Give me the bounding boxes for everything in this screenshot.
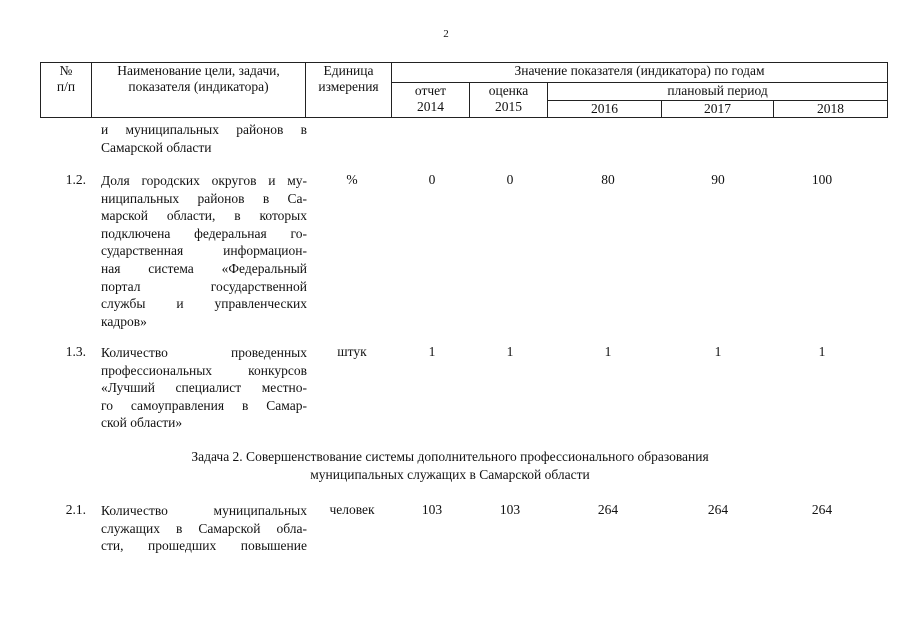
value-cell: 80	[601, 172, 615, 187]
header-plan-year: 2017	[662, 101, 774, 118]
task-heading	[100, 448, 800, 483]
row-number: 1.2.	[65, 172, 86, 187]
header-number-cell	[41, 63, 92, 118]
header-plan-year: 2016	[548, 101, 662, 118]
header-name-label: Наименование цели, задачи,	[117, 63, 280, 78]
header-name-sublabel: показателя (индикатора)	[128, 79, 269, 94]
indicator-name-line: ской области»	[101, 415, 183, 431]
value-cell: 1	[428, 344, 436, 359]
unit-cell: человек	[329, 502, 375, 517]
value-cell: 1	[818, 344, 826, 359]
task-heading-line: муниципальных служащих в Самарской области	[310, 466, 590, 482]
indicator-name-line: марской области, в которых	[101, 208, 307, 224]
indicator-name-line: Количество муниципальных	[101, 503, 307, 518]
header-report-cell	[392, 83, 470, 118]
task-heading-line: Задача 2. Совершенствование системы дополнительного профессионального образования	[191, 449, 709, 464]
value-cell: 103	[421, 502, 443, 517]
row-number: 1.3.	[65, 344, 86, 359]
header-number-sublabel: п/п	[56, 79, 76, 94]
value-cell: 1	[714, 344, 722, 359]
continuation-line: Самарской области	[101, 139, 212, 155]
indicator-name-line: Количество проведенных	[101, 345, 307, 360]
continuation-text	[101, 121, 307, 156]
unit-cell: %	[346, 172, 358, 187]
header-estimate-label: оценка	[488, 83, 529, 98]
continuation-line: и муниципальных районов в	[101, 122, 307, 137]
value-cell: 264	[811, 502, 833, 517]
value-cell: 0	[506, 172, 514, 187]
header-unit-label: Единица	[323, 63, 374, 78]
unit-cell: штук	[337, 344, 367, 359]
value-cell: 1	[506, 344, 514, 359]
header-plan-label: плановый период	[548, 83, 888, 101]
value-cell: 90	[711, 172, 725, 187]
value-cell: 264	[707, 502, 729, 517]
header-number-label: №	[59, 63, 73, 78]
header-values-label: Значение показателя (индикатора) по годам	[392, 63, 888, 83]
indicator-name-line: ниципальных районов в Са-	[101, 190, 307, 206]
value-cell: 0	[428, 172, 436, 187]
indicator-name-line: Доля городских округов и му-	[101, 173, 307, 188]
indicator-name-line: ная система «Федеральный	[101, 260, 307, 276]
indicator-name-line: служащих в Самарской обла-	[101, 520, 307, 536]
indicator-name	[101, 344, 307, 432]
indicator-name-line: «Лучший специалист местно-	[101, 380, 307, 396]
indicator-name-line: кадров»	[101, 313, 147, 329]
header-plan-year: 2018	[774, 101, 888, 118]
indicator-name-line: службы и управленческих	[101, 296, 307, 312]
value-cell: 1	[604, 344, 612, 359]
header-estimate-year: 2015	[495, 99, 522, 114]
header-report-label: отчет	[414, 83, 447, 98]
header-report-year: 2014	[417, 99, 444, 114]
header-estimate-cell	[470, 83, 548, 118]
row-number: 2.1.	[65, 502, 86, 517]
indicator-name-line: сти, прошедших повышение	[101, 538, 307, 554]
header-unit-cell	[306, 63, 392, 118]
indicator-name	[101, 172, 307, 330]
value-cell: 103	[499, 502, 521, 517]
indicator-name-line: го самоуправления в Самар-	[101, 397, 307, 413]
indicator-table-header	[40, 62, 888, 118]
indicator-name-line: подключена федеральная го-	[101, 225, 307, 241]
header-unit-sublabel: измерения	[318, 79, 379, 94]
indicator-name-line: портал государственной	[101, 278, 307, 294]
value-cell: 100	[811, 172, 833, 187]
indicator-name-line: сударственная информацион-	[101, 243, 307, 259]
indicator-name	[101, 502, 307, 555]
value-cell: 264	[597, 502, 619, 517]
header-name-cell	[92, 63, 306, 118]
indicator-name-line: профессиональных конкурсов	[101, 362, 307, 378]
page-number: 2	[443, 28, 449, 40]
